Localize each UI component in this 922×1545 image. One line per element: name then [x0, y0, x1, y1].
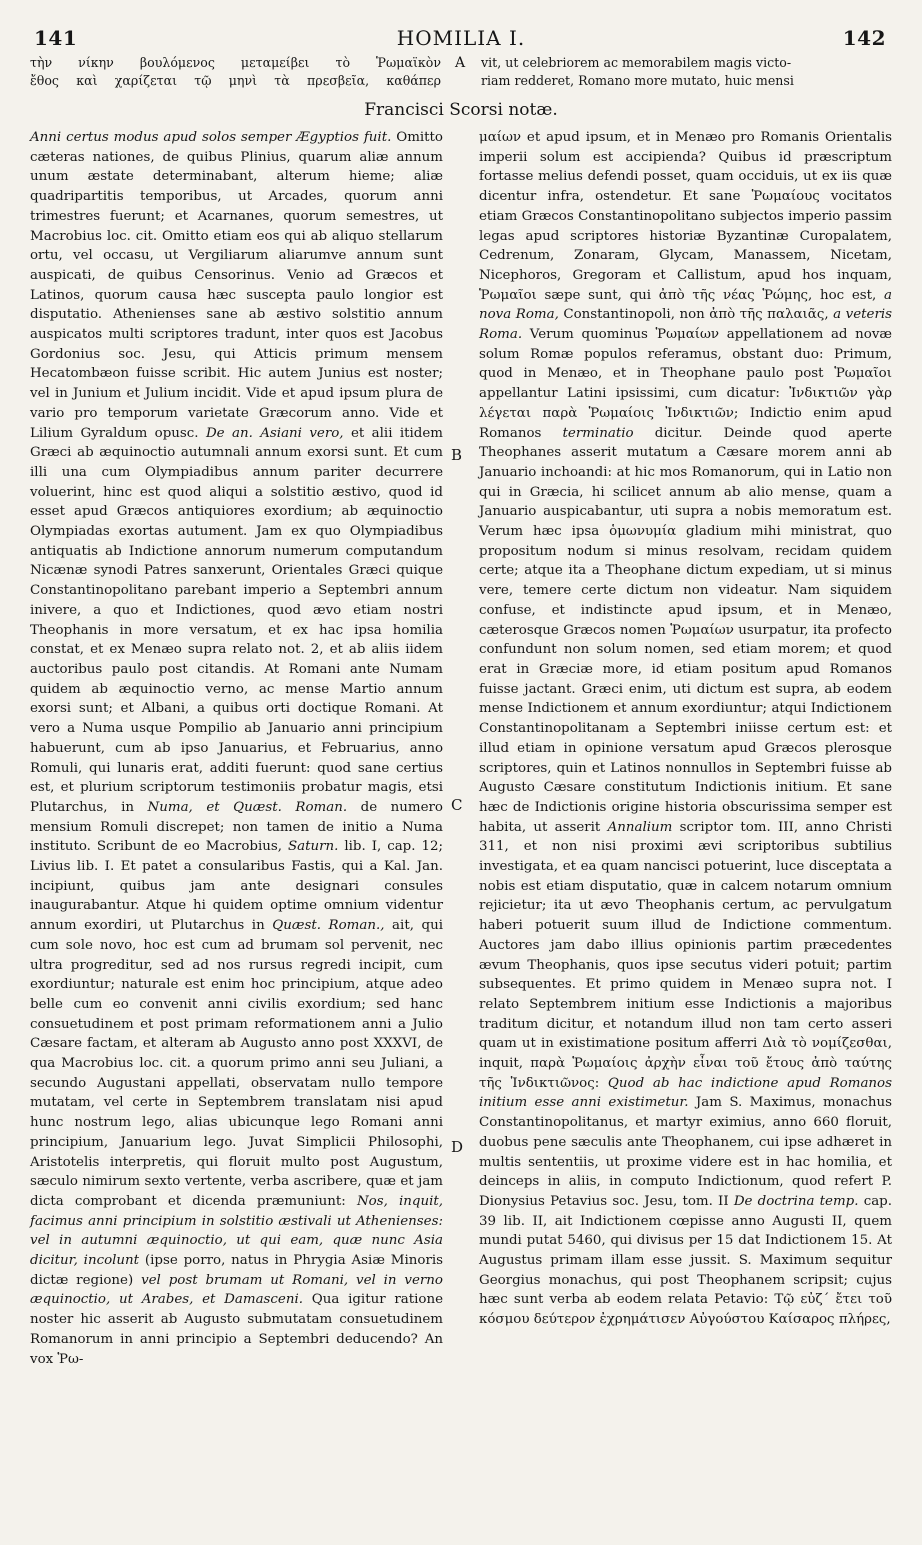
- margin-letter-b: B: [451, 446, 463, 464]
- greek-line: ἔθος καὶ χαρίζεται τῷ μηνὶ τὰ πρεσβεῖα, καθάπερ: [30, 73, 441, 88]
- page-number-left: 141: [34, 26, 78, 50]
- notes-heading: Francisci Scorsi notæ.: [364, 100, 558, 120]
- margin-letter-a: A: [455, 55, 466, 71]
- notes-right-column: [479, 128, 892, 1369]
- page-number-right: 142: [842, 26, 886, 50]
- notes-columns: [30, 128, 892, 1369]
- page-title: HOMILIA I.: [396, 26, 526, 50]
- notes-left-column: [30, 128, 443, 1369]
- greek-text: [30, 54, 441, 90]
- running-head: [30, 20, 892, 54]
- notes-left-paragraph: Anni certus modus apud solos semper Ægyptios fuit. Omitto cæteras nationes, de quibus Plinius, quarum aliæ annum unum æstate determinabant, alterum hieme; aliæ quadripartitis temporibus, ut Arcades, quorum anni trimestres fuerunt; et Acarnanes, quorum semestres, ut Macrobius loc. cit. Omitto etiam eos qui ab aliquo stellarum ortu, vel occasu, ut Vergiliarum aliarumve annum sunt auspicati, de quibus Censorinus. Venio ad Græcos et Latinos, quorum causa hæc suscepta paulo longior est disputatio. Athenienses sane ab æstivo solstitio annum auspicatos multi scriptores tradunt, inter quos est Jacobus Gordonius soc. Jesu, qui Atticis primum mensem Hecatombæon fuisse scribit. Hic autem Junius est noster; vel in Junium et Julium incidit. Vide et apud ipsum plura de vario pro temporum varietate Græcorum anno. Vide et Lilium Gyraldum opusc. De an. Asiani vero, et alii itidem Græci ab æquinoctio autumnali annum exorsi sunt. Et cum illi una cum Olympiadibus annum pariter decurrere voluerint, hinc est quod aliqui a solstitio æstivo, quod id esset apud Græcos antiquiores exordium; ab æquinoctio Olympiadas exortas autument. Jam ex quo Olympiadibus antiquatis ab Indictione annorum numerum computandum Nicænæ synodi Patres sanxerunt, Orientales Græci quique Constantinopolitano parebant imperio a Septembri annum inivere, a quo et Indictiones, quod ævo etiam nostri Theophanis in more versatum, et ex hac ipsa homilia constat, et ex Menæo supra relato not. 2, et ab aliis iidem auctoribus paulo post citandis. At Romani ante Numam quidem ab æquinoctio verno, ac mense Martio annum exorsi sunt; et Albani, a quibus orti doctique Romani. At vero a Numa usque Pompilio ab Januario anni principium habuerunt, cum ab ipso Januarius, et Februarius, anno Romuli, qui lunaris erat, additi fuerunt: quod sane certius est, et plurium scriptorum testimoniis probatur magis, etsi Plutarchus, in Numa, et Quæst. Roman. de numero mensium Romuli discrepet; non tamen de initio a Numa instituto. Scribunt de eo Macrobius, Saturn. lib. I, cap. 12; Livius lib. I. Et patet a consularibus Fastis, qui a Kal. Jan. incipiunt, quibus jam ante designari consules inaugurabantur. Atque hi quidem optime omnium videntur annum exordiri, ut Plutarchus in Quæst. Roman., ait, qui cum sole novo, hoc est cum ad brumam sol pervenit, nec ultra progreditur, sed ad nos rursus regredi incipit, cum exordiuntur; naturale est enim hoc principium, atque adeo belle cum eo convenit anni civilis exordium; sed hanc consuetudinem et post primam reformationem anni a Julio Cæsare factam, et alteram ab Augusto anno post XXXVI, de qua Macrobius loc. cit. a quorum primo anni seu Juliani, a secundo Augustani appellati, observatam nullo tempore mutatam, vel certe in Septembrem translatam nisi apud hunc nostrum lego, alias ubicunque lego Romani anni principium, Januarium lego. Juvat Simplicii Philosophi, Aristotelis interpretis, qui floruit multo post Augustum, sæculo nimirum sexto vertente, verba ascribere, quæ et jam dicta comprobant et dicenda præmuniunt: Nos, inquit, facimus anni principium in solstitio æstivali ut Athenienses: vel in autumni æquinoctio, ut qui eam, quæ nunc Asia dicitur, incolunt (ipse porro, natus in Phrygia Asiæ Minoris dictæ regione) vel post brumam ut Romani, vel in verno æquinoctio, ut Arabes, et Damasceni. Qua igitur ratione noster hic asserit ab Augusto submutatam consuetudinem Romanorum in anni principio a Septembri deducendo? An vox Ῥω-: [30, 130, 444, 1367]
- margin-letter-d: D: [451, 1138, 464, 1156]
- lemma: Anni certus modus apud solos semper Ægyptios fuit.: [30, 130, 392, 145]
- page: [30, 20, 892, 1525]
- greek-line: τὴν νίκην βουλόμενος μεταμείβει τὸ Ῥωμαϊκὸν: [30, 55, 441, 70]
- margin-letter-c: C: [451, 796, 463, 814]
- latin-translation: [481, 54, 892, 90]
- notes-right-paragraph: μαίων et apud ipsum, et in Menæo pro Romanis Orientalis imperii solum est accipienda? Quibus id præscriptum fortasse melius defendi posset, quam occiduis, ut ex iis quæ dicentur infra, ostendetur. Et sane Ῥωμαίους vocitatos etiam Græcos Constantinopolitano subjectos imperio passim legas apud scriptores historiæ Byzantinæ Curopalatem, Cedrenum, Zonaram, Glycam, Manassem, Nicetam, Nicephoros, Gregoram et Callistum, apud hos inquam, Ῥωμαῖοι sæpe sunt, qui ἀπὸ τῆς νέας Ῥώμης, hoc est, a nova Roma, Constantinopoli, non ἀπὸ τῆς παλαιᾶς, a veteris Roma. Verum quominus Ῥωμαίων appellationem ad novæ solum Romæ populos referamus, obstant duo: Primum, quod in Menæo, et in Theophane paulo post Ῥωμαῖοι appellantur Latini ipsissimi, cum dicatur: Ἰνδικτιῶν γὰρ λέγεται παρὰ Ῥωμαίοις Ἰνδικτιῶν; Indictio enim apud Romanos terminatio dicitur. Deinde quod aperte Theophanes asserit mutatum a Cæsare morem anni ab Januario inchoandi: at hic mos Romanorum, qui in Latio non qui in Græcia, hi scilicet annum ab alio mense, quam a Januario auspicabantur, uti supra a nobis memoratum est. Verum hæc ipsa ὁμωνυμία gladium mihi ministrat, quo propositum nodum si minus resolvam, recidam quidem certe; atque ita a Theophane dictum expediam, ut si minus vere, temere certe dictum non videatur. Nam siquidem confuse, et indistincte apud ipsum, et in Menæo, cæterosque Græcos nomen Ῥωμαίων usurpatur, ita profecto confundunt non solum nomen, sed etiam morem; et quod erat in Græciæ more, id etiam positum apud Romanos fuisse jactant. Græci enim, uti dictum est supra, ab eodem mense Indictionem et annum exordiuntur; atqui Indictionem Constantinopolitanam a Septembri iniisse certum est: et illud etiam in opinione versatum apud Græcos plerosque scriptores, quin et Latinos nonnullos in Septembri fuisse ab Augusto Cæsare constitutum Indictionis initium. Et sane hæc de Indictionis origine historia obscurissima semper est habita, ut asserit Annalium scriptor tom. III, anno Christi 311, et non nisi proximi ævi scriptoribus subtilius investigata, et ea quam nancisci potuerint, luce disceptata a nobis est etiam disputatio, quæ in calcem notarum omnium rejicietur; ita ut ævo Theophanis certum, ac pervulgatum haberi potuerit suum illud de Indictione commentum. Auctores jam dabo illius opinionis partim præcedentes ævum Theophanis, quos ipse secutus videri potuit; partim subsequentes. Et primo quidem in Menæo supra not. I relato Septembrem initium esse Indictionis a majoribus traditum dicitur, et notandum illud non tam certo asseri quam ut in existimatione positum afferri Διὰ τὸ νομίζεσθαι, inquit, παρὰ Ῥωμαίοις ἀρχὴν εἶναι τοῦ ἔτους ἀπὸ ταύτης τῆς Ἰνδικτιῶνος: Quod ab hac indictione apud Romanos initium esse anni existimetur. Jam S. Maximus, monachus Constantinopolitanus, et martyr eximius, anno 660 floruit, duobus pene sæculis ante Theophanem, cui ipse adhæret in multis sententiis, ut proxime videre est in hac homilia, et deinceps in aliis, in computo Indictionum, quod refert P. Dionysius Petavius soc. Jesu, tom. II De doctrina temp. cap. 39 lib. II, ait Indictionem cœpisse anno Augusti II, quem mundi putat 5460, qui divisus per 15 dat Indictionem 15. At Augustus primam illam esse jussit. S. Maximum sequitur Georgius monachus, qui post Theophanem scripsit; cujus hæc sunt verba ab eodem relata Petavio: Τῷ εὐζ´ ἔτει τοῦ κόσμου δεύτερον ἐχρημάτισεν Αὐγούστου Καίσαρος πλήρες,: [479, 130, 893, 1328]
- top-text: [30, 54, 892, 90]
- latin-line: vit, ut celebriorem ac memorabilem magis victo-: [481, 55, 792, 70]
- latin-line: riam redderet, Romano more mutato, huic mensi: [481, 73, 794, 88]
